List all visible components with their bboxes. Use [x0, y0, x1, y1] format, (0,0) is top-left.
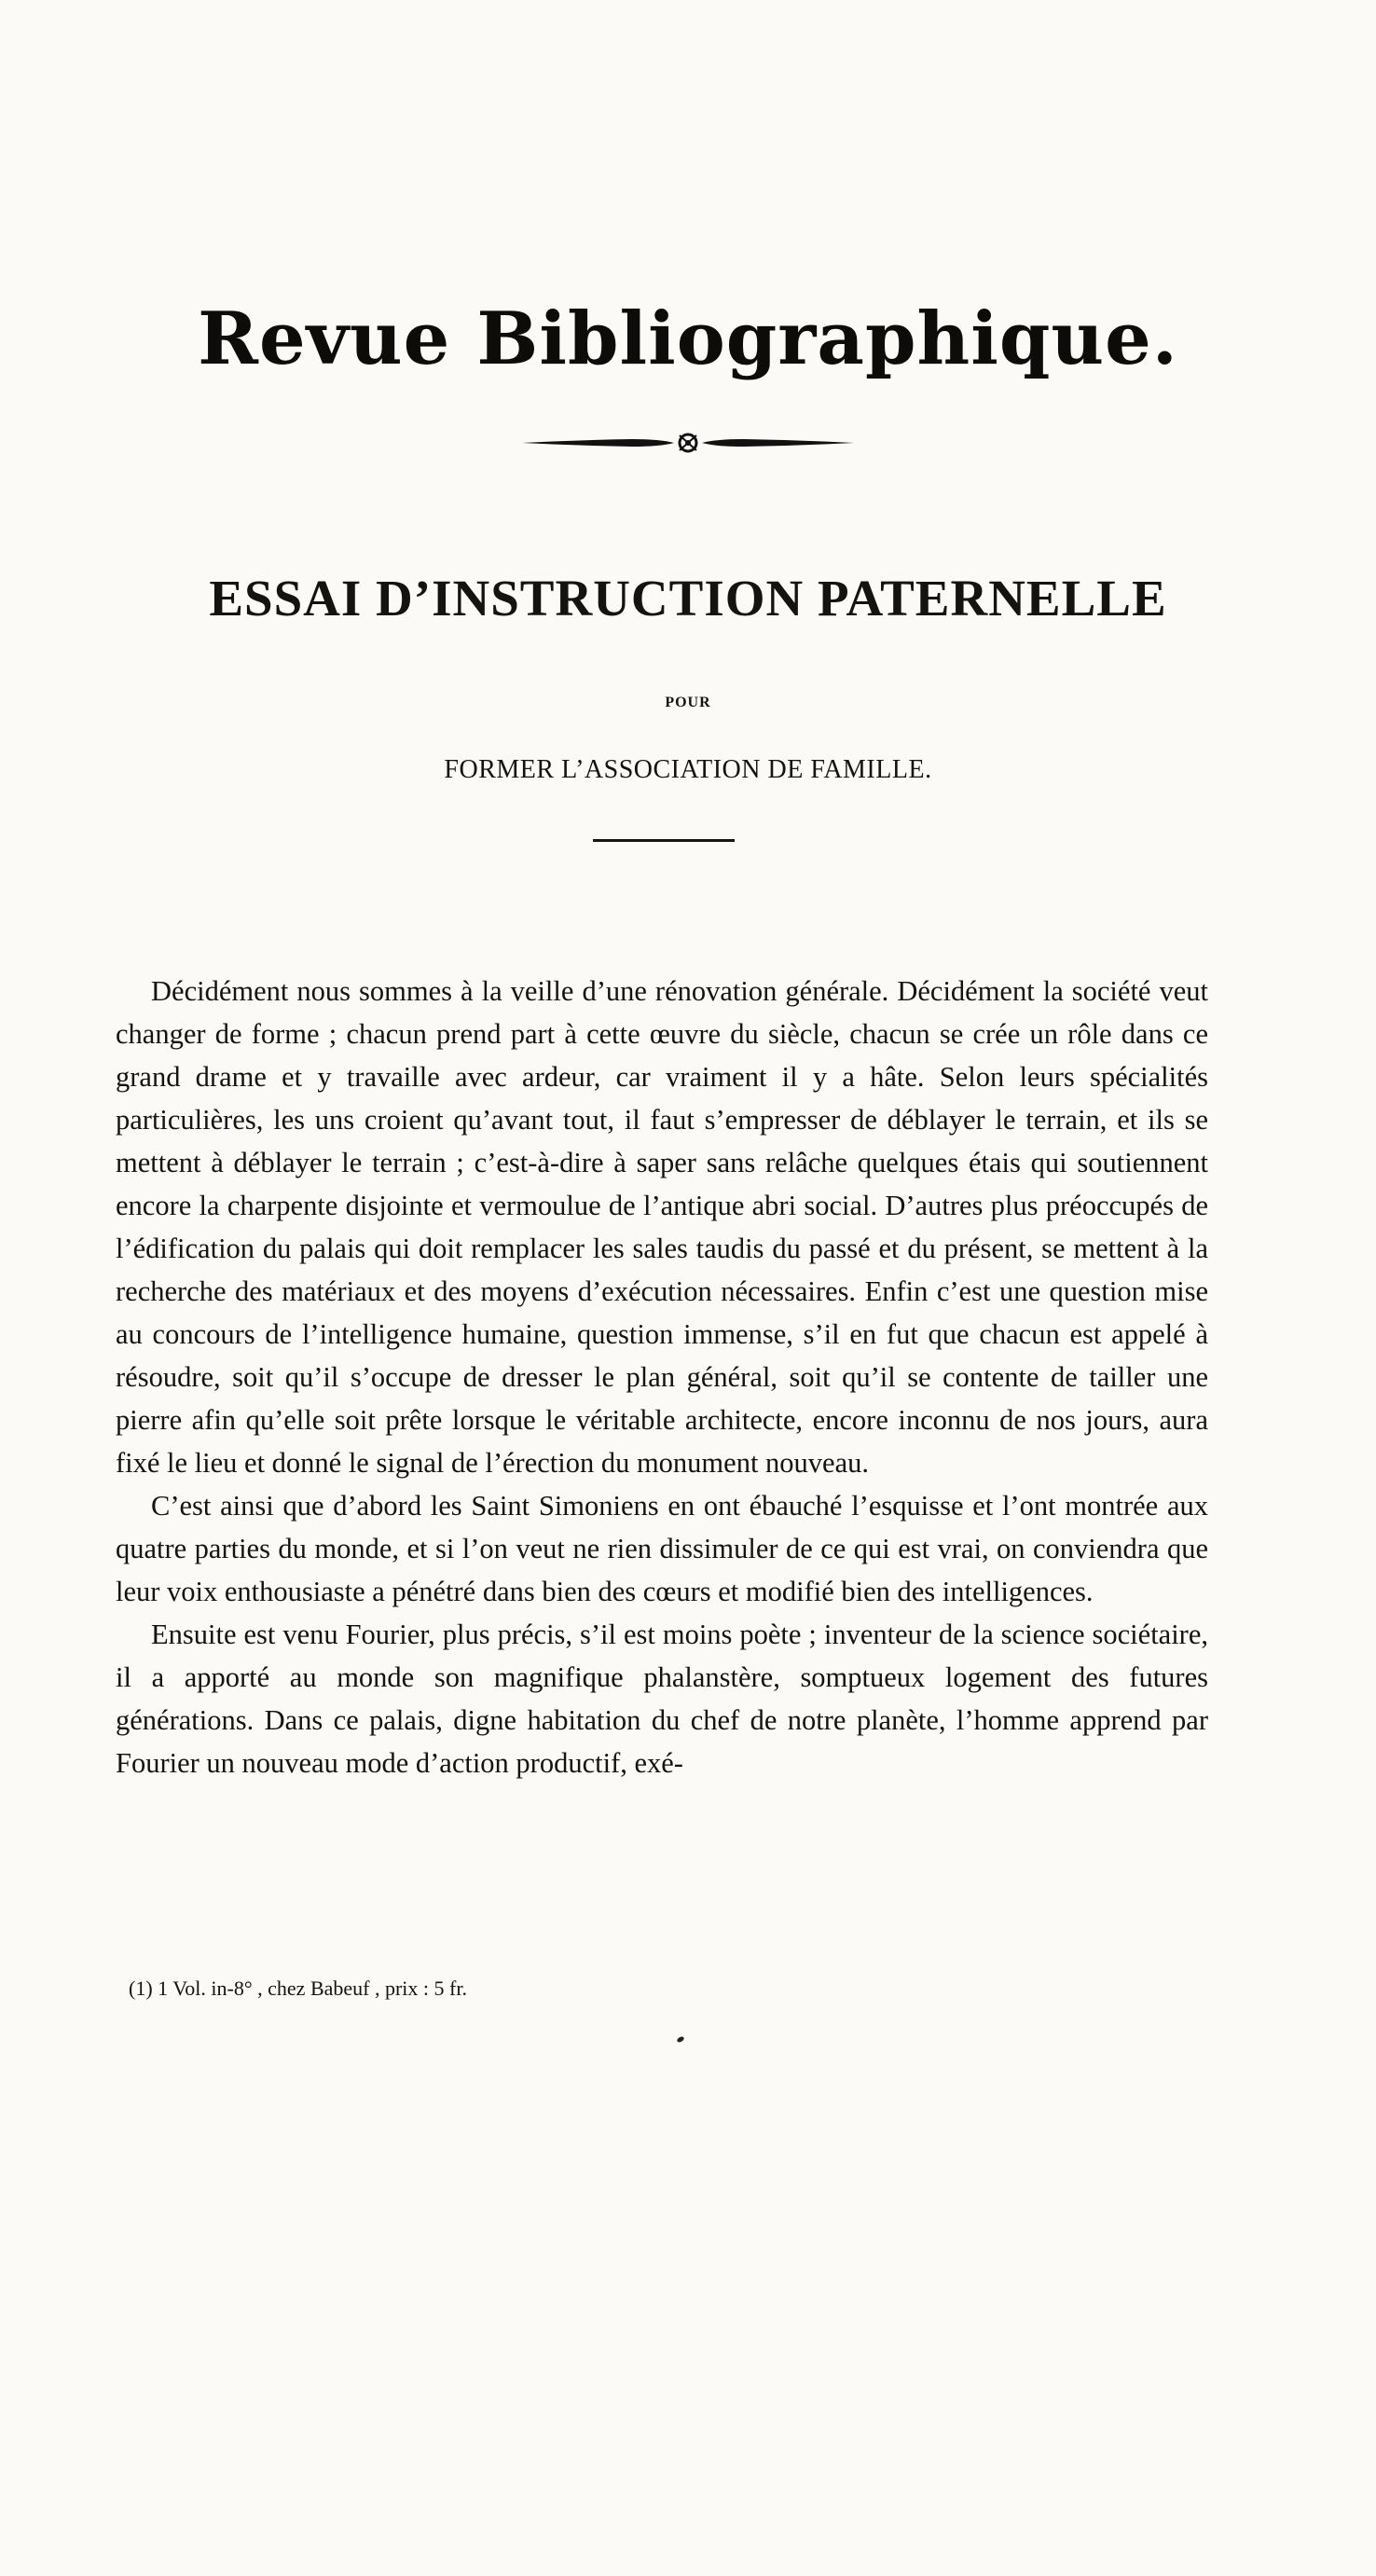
flourish-icon [520, 424, 856, 461]
article-body [116, 970, 1208, 1784]
title-connector: POUR [665, 695, 711, 710]
paragraph: Décidément nous sommes à la veille d’une rénovation générale. Décidément la société veut changer de forme ; chacun prend part à cette œuvre du siècle, chacun se crée un rôle dans ce grand drame et y travaille avec ardeur, car vraiment il y a hâte. Selon leurs spécialités particulières, les uns croient qu’avant tout, il faut s’empresser de déblayer le terrain, et ils se mettent à déblayer le terrain ; c’est-à-dire à saper sans relâche quelques étais qui soutiennent encore la charpente disjointe et vermoulue de l’antique abri social. D’autres plus préoccupés de l’édification du palais qui doit remplacer les sales taudis du passé et du présent, se mettent à la recherche des matériaux et des moyens d’exécution nécessaires. Enfin c’est une question mise au concours de l’intelligence humaine, question immense, s’il en fut que chacun est appelé à résoudre, soit qu’il s’occupe de dresser le plan général, soit qu’il se contente de tailler une pierre afin qu’elle soit prête lorsque le véritable architecte, encore inconnu de nos jours, aura fixé le lieu et donné le signal de l’érection du monument nouveau. [116, 975, 1208, 1479]
masthead-title: Revue Bibliographique. [198, 296, 1178, 381]
footnote: (1) 1 Vol. in-8° , chez Babeuf , prix : 5 fr. [129, 1977, 467, 2000]
article-title: ESSAI D’INSTRUCTION PATERNELLE [209, 570, 1167, 627]
ornament-divider [0, 424, 1376, 461]
paragraph: C’est ainsi que d’abord les Saint Simoniens en ont ébauché l’esquisse et l’ont montrée aux quatre parties du monde, et si l’on veut ne rien dissimuler de ce qui est vrai, on conviendra que leur voix enthousiaste a pénétré dans bien des cœurs et modifié bien des intelligences. [116, 1490, 1208, 1607]
ink-mark [676, 2035, 684, 2043]
title-rule [593, 839, 735, 842]
article-subtitle: FORMER L’ASSOCIATION DE FAMILLE. [444, 755, 932, 784]
paragraph: Ensuite est venu Fourier, plus précis, s’il est moins poète ; inventeur de la science sociétaire, il a apporté au monde son magnifique phalanstère, somptueux logement des futures générations. Dans ce palais, digne habitation du chef de notre planète, l’homme apprend par Fourier un nouveau mode d’action productif, exé- [116, 1619, 1208, 1779]
